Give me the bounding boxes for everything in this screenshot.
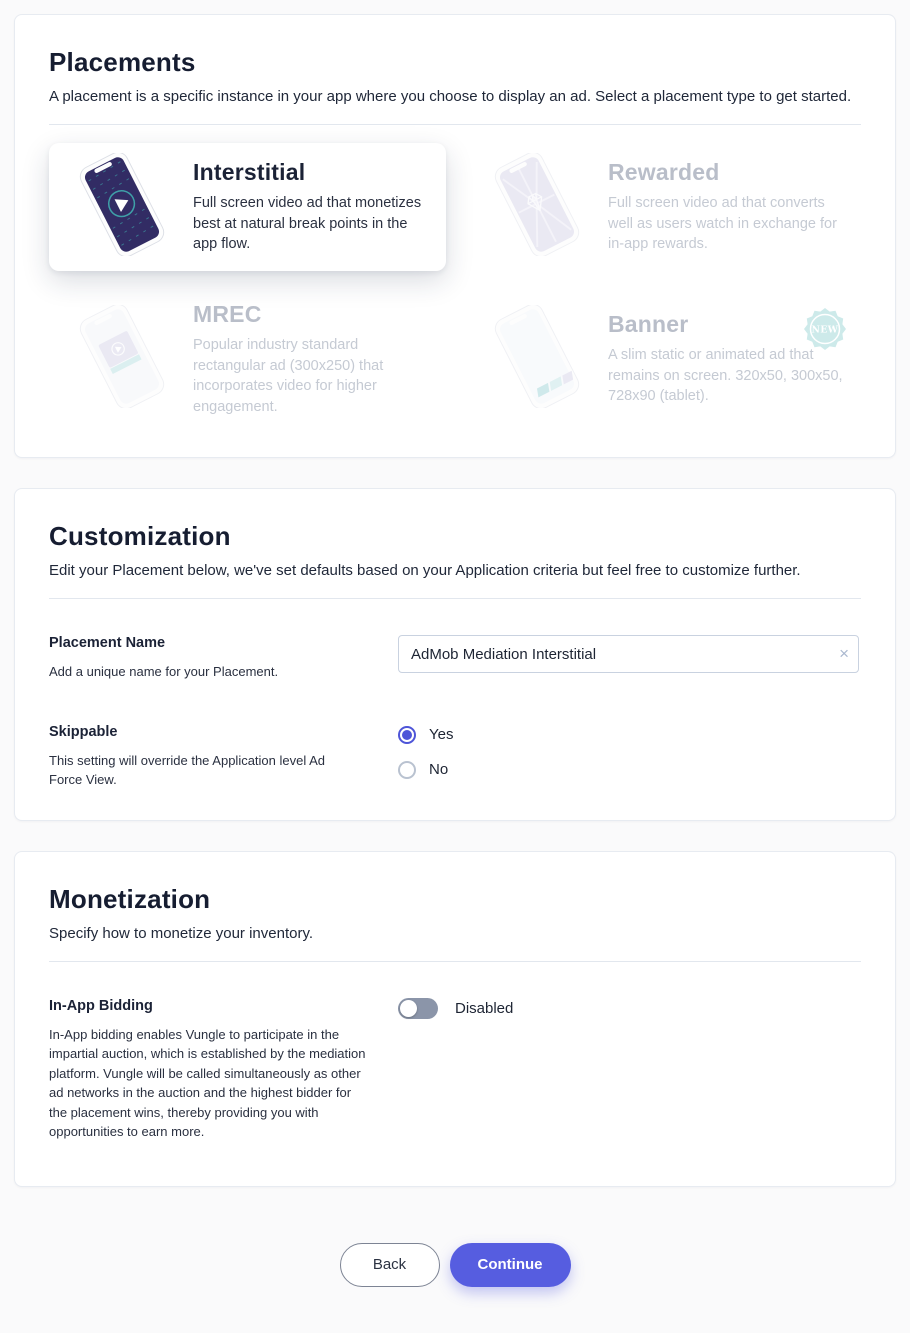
- radio-option-yes[interactable]: [398, 726, 453, 744]
- new-badge: [803, 307, 847, 351]
- monetization-card: [14, 851, 896, 1187]
- radio-selected-icon: [398, 726, 416, 744]
- in-app-bidding-row: [49, 998, 861, 1142]
- placement-type-rewarded[interactable]: [464, 143, 861, 271]
- new-badge-label: NEW: [811, 325, 839, 336]
- divider: [49, 961, 861, 962]
- placement-type-title: Interstitial: [193, 159, 306, 186]
- skippable-radio-group: [398, 724, 453, 779]
- customization-subtitle: Edit your Placement below, we've set defaults based on your Application criteria but feel free to customize further.: [49, 562, 801, 580]
- placement-type-description: Full screen video ad that monetizes best at natural break points in the app flow.: [193, 195, 422, 253]
- placement-name-label: Placement Name: [49, 635, 166, 652]
- placement-type-description: Popular industry standard rectangular ad (300x250) that incorporates video for higher engagement.: [193, 337, 384, 415]
- skippable-help: This setting will override the Application level Ad Force View.: [49, 752, 326, 788]
- placement-name-help: Add a unique name for your Placement.: [49, 664, 279, 680]
- toggle-knob: [400, 1000, 417, 1017]
- placement-type-title: Rewarded: [608, 159, 720, 186]
- interstitial-phone-icon: [65, 153, 179, 261]
- placement-name-row: [49, 635, 861, 682]
- placements-card: [14, 14, 896, 458]
- divider: [49, 124, 861, 125]
- placements-subtitle: A placement is a specific instance in your app where you choose to display an ad. Select a placement type to get started.: [49, 88, 852, 105]
- placement-type-grid: [49, 143, 861, 427]
- placement-type-description: A slim static or animated ad that remains on screen. 320x50, 300x50, 728x90 (tablet).: [608, 347, 843, 405]
- placement-type-interstitial[interactable]: [49, 143, 446, 271]
- skippable-label: Skippable: [49, 723, 118, 740]
- monetization-title: Monetization: [49, 883, 211, 914]
- in-app-bidding-label: In-App Bidding: [49, 997, 153, 1014]
- mrec-phone-icon: [65, 305, 179, 413]
- placement-name-input[interactable]: [398, 635, 859, 673]
- customization-card: [14, 488, 896, 821]
- in-app-bidding-help: In-App bidding enables Vungle to participate in the impartial auction, which is established by the mediation platform. Vungle will be called simultaneously as other ad networks in the auction and the highest bidder for the placement wins, thereby providing you with opportunities to earn more.: [49, 1026, 366, 1140]
- customization-title: Customization: [49, 521, 231, 552]
- footer-actions: [14, 1217, 896, 1333]
- radio-label: Yes: [429, 726, 454, 744]
- monetization-subtitle: Specify how to monetize your inventory.: [49, 924, 314, 942]
- radio-unselected-icon: [398, 761, 416, 779]
- placement-type-mrec[interactable]: [49, 291, 446, 427]
- bidding-toggle-state: Disabled: [455, 999, 514, 1017]
- placement-type-title: MREC: [193, 301, 262, 327]
- back-button[interactable]: Back: [340, 1243, 440, 1287]
- clear-input-icon[interactable]: ×: [839, 644, 849, 664]
- placement-type-description: Full screen video ad that converts well as users watch in exchange for in-app rewards.: [608, 195, 837, 253]
- banner-phone-icon: [480, 305, 594, 413]
- rewarded-phone-icon: [480, 153, 594, 261]
- bidding-toggle[interactable]: [398, 998, 438, 1019]
- continue-button[interactable]: Continue: [450, 1243, 571, 1287]
- placement-type-title: Banner: [608, 311, 689, 338]
- divider: [49, 598, 861, 599]
- placements-title: Placements: [49, 47, 196, 77]
- radio-label: No: [429, 761, 449, 779]
- placement-type-banner[interactable]: [464, 291, 861, 427]
- skippable-row: [49, 724, 861, 790]
- radio-option-no[interactable]: [398, 761, 453, 779]
